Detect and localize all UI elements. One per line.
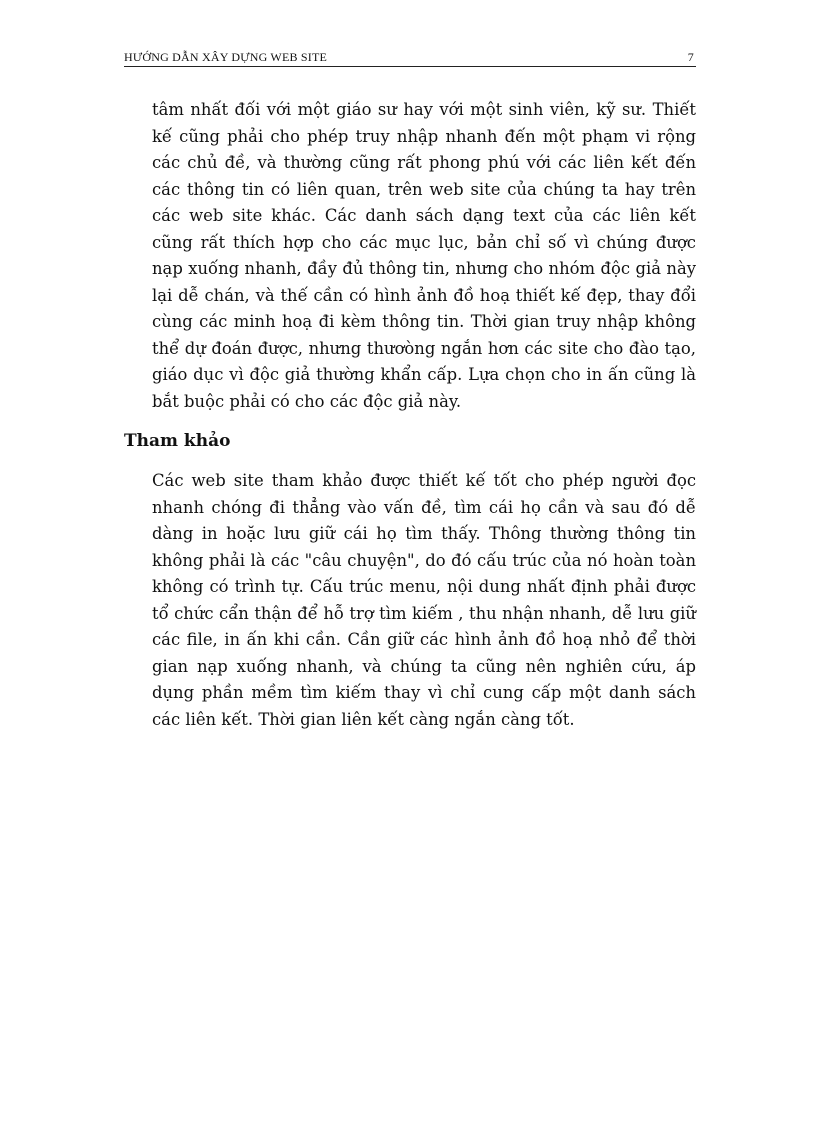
section-heading: Tham khảo (124, 431, 231, 451)
body-paragraph-1: tâm nhất đối với một giáo sư hay với một sinh viên, kỹ sư. Thiết kế cũng phải cho phép truy nhập nhanh đến một phạm vi rộng các chủ đề, và thường cũng rất phong phú với các liên kết đến các thông tin có liên quan, trên web site của chúng ta hay trên các web site khác. Các danh sách dạng text của các liên kết cũng rất thích hợp cho các mục lục, bản chỉ số vì chúng được nạp xuống nhanh, đầy đủ thông tin, nhưng cho nhóm độc giả này lại dễ chán, và thế cần có hình ảnh đồ hoạ thiết kế đẹp, thay đổi cùng các minh hoạ đi kèm thông tin. Thời gian truy nhập không thể dự đoán được, nhưng thươòng ngắn hơn các site cho đào tạo, giáo dục vì độc giả thường khẩn cấp. Lựa chọn cho in ấn cũng là bắt buộc phải có cho các độc giả này. (152, 100, 696, 411)
header-title: HƯỚNG DẪN XÂY DỰNG WEB SITE (124, 50, 328, 64)
page-number: 7 (687, 50, 694, 64)
page-header (124, 50, 696, 67)
body-paragraph-2: Các web site tham khảo được thiết kế tốt cho phép người đọc nhanh chóng đi thẳng vào vấn đề, tìm cái họ cần và sau đó dễ dàng in hoặc lưu giữ cái họ tìm thấy. Thông thường thông tin không phải là các "câu chuyện", do đó cấu trúc của nó hoàn toàn không có trình tự. Cấu trúc menu, nội dung nhất định phải được tổ chức cẩn thận để hỗ trợ tìm kiếm , thu nhận nhanh, dễ lưu giữ các file, in ấn khi cần. Cần giữ các hình ảnh đồ hoạ nhỏ để thời gian nạp xuống nhanh, và chúng ta cũng nên nghiên cứu, áp dụng phần mềm tìm kiếm thay vì chỉ cung cấp một danh sách các liên kết. Thời gian liên kết càng ngắn càng tốt. (152, 471, 696, 729)
